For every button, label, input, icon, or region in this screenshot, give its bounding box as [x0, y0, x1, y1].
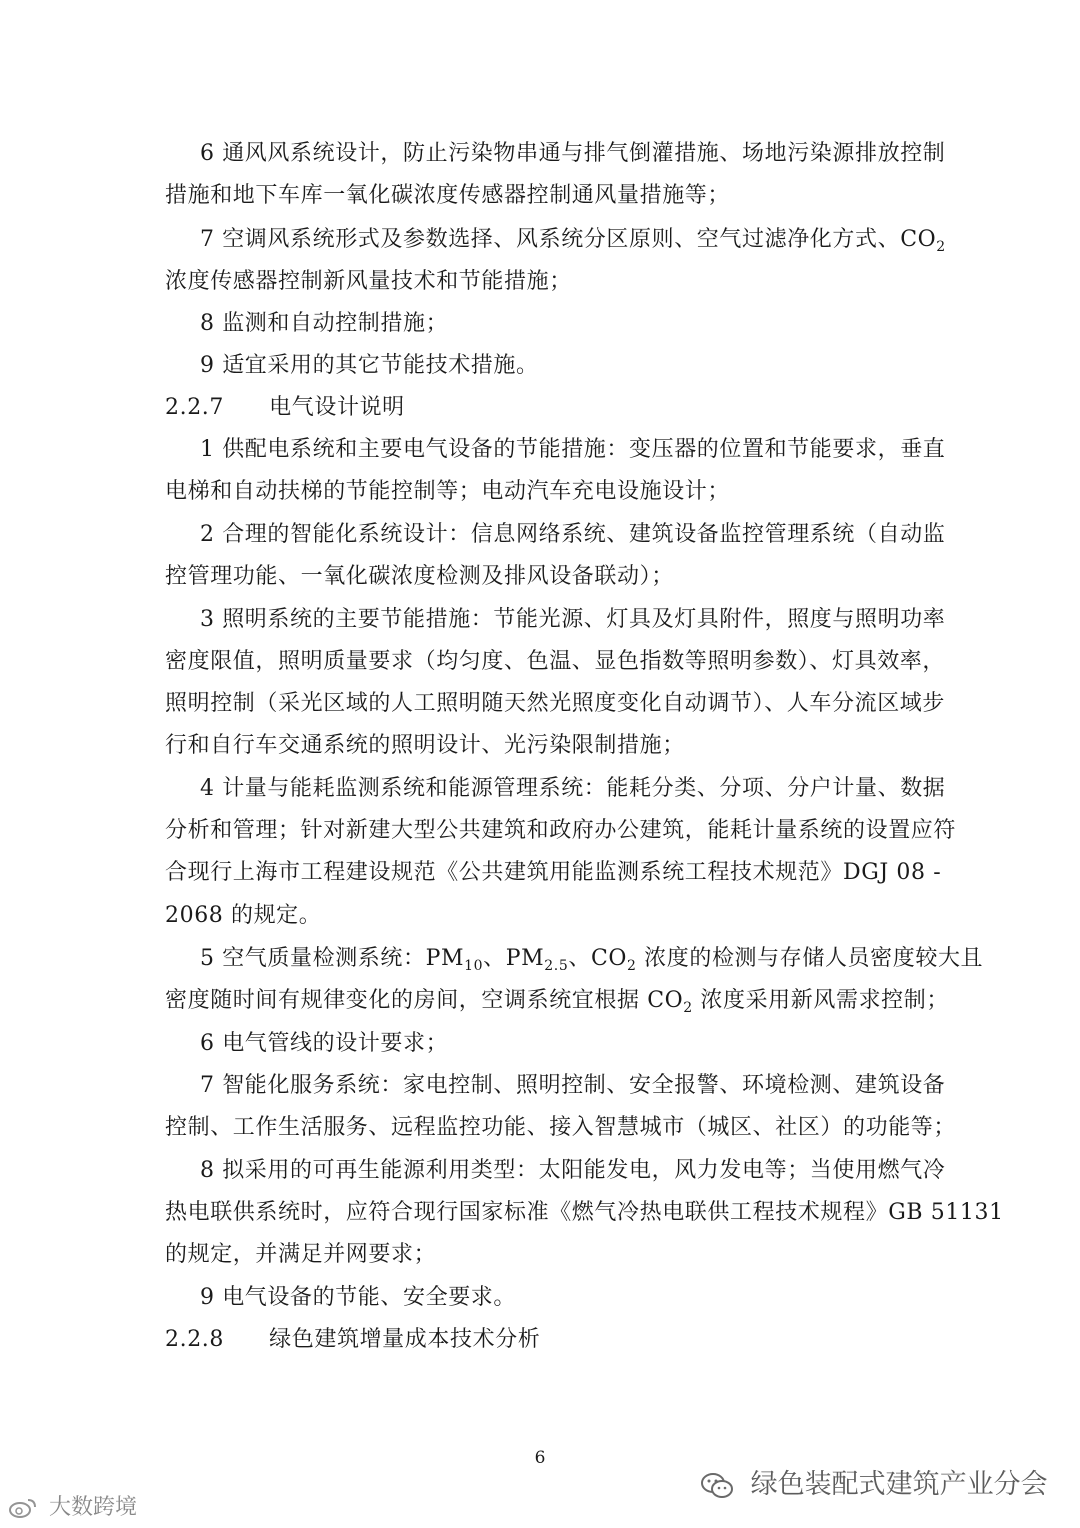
text-line: 3 照明系统的主要节能措施：节能光源、灯具及灯具附件，照度与照明功率 [200, 607, 946, 632]
text-line: 9 电气设备的节能、安全要求。 [200, 1285, 516, 1310]
text-line: 5 空气质量检测系统：$PM_{10}$、$PM_{2.5}$、$CO_2$ 浓度的检测与存储人员密度较大且 [200, 946, 984, 974]
text-line: 6 电气管线的设计要求； [200, 1031, 449, 1056]
text-line: 7 空调风系统形式及参数选择、风系统分区原则、空气过滤净化方式、$CO_2$ [200, 227, 946, 255]
watermark-weibo [8, 1490, 137, 1521]
subscript: 2 [683, 1000, 693, 1016]
text-line: 8 监测和自动控制措施； [200, 311, 449, 336]
subscript: 10 [464, 958, 484, 974]
text-line: 1 供配电系统和主要电气设备的节能措施：变压器的位置和节能要求，垂直 [200, 437, 946, 462]
text-line: 9 适宜采用的其它节能技术措施。 [200, 353, 539, 378]
wechat-icon [700, 1469, 751, 1500]
watermark-right-text: 绿色装配式建筑产业分会 [750, 1469, 1048, 1500]
text-line: 行和自行车交通系统的照明设计、光污染限制措施； [165, 733, 685, 758]
text-line: 合现行上海市工程建设规范《公共建筑用能监测系统工程技术规范》DGJ 08 - [165, 860, 942, 885]
text-line: 2 合理的智能化系统设计：信息网络系统、建筑设备监控管理系统（自动监 [200, 522, 946, 547]
text-line: 分析和管理；针对新建大型公共建筑和政府办公建筑，能耗计量系统的设置应符 [165, 818, 957, 843]
text-line: 密度随时间有规律变化的房间，空调系统宜根据 $CO_2$ 浓度采用新风需求控制； [165, 988, 949, 1016]
text-line: 电梯和自动扶梯的节能控制等；电动汽车充电设施设计； [165, 479, 731, 504]
text-line: 措施和地下车库一氧化碳浓度传感器控制通风量措施等； [165, 183, 731, 208]
page-number: 6 [534, 1448, 546, 1468]
subscript: 2 [936, 239, 946, 255]
text-line: 照明控制（采光区域的人工照明随天然光照度变化自动调节）、人车分流区域步 [165, 691, 946, 716]
text-line: 8 拟采用的可再生能源利用类型：太阳能发电，风力发电等；当使用燃气冷 [200, 1158, 946, 1183]
text-line: 控制、工作生活服务、远程监控功能、接入智慧城市（城区、社区）的功能等； [165, 1115, 957, 1140]
text-line: 4 计量与能耗监测系统和能源管理系统：能耗分类、分项、分户计量、数据 [200, 776, 946, 801]
section-heading: 2.2.8 绿色建筑增量成本技术分析 [165, 1327, 541, 1352]
text-line: 密度限值，照明质量要求（均匀度、色温、显色指数等照明参数）、灯具效率， [165, 649, 946, 674]
text-line: 控管理功能、一氧化碳浓度检测及排风设备联动）； [165, 564, 674, 589]
weibo-icon [8, 1495, 49, 1520]
watermark-wechat [700, 1462, 1048, 1501]
text-line: 7 智能化服务系统：家电控制、照明控制、安全报警、环境检测、建筑设备 [200, 1073, 946, 1098]
text-line: 热电联供系统时，应符合现行国家标准《燃气冷热电联供工程技术规程》GB 51131 [165, 1200, 1004, 1225]
text-line: 6 通风风系统设计，防止污染物串通与排气倒灌措施、场地污染源排放控制 [200, 141, 946, 166]
text-line: 的规定，并满足并网要求； [165, 1242, 437, 1267]
subscript: 2 [627, 958, 637, 974]
subscript: 2.5 [544, 958, 569, 974]
text-line: 2068 的规定。 [165, 903, 322, 928]
text-line: 浓度传感器控制新风量技术和节能措施； [165, 269, 572, 294]
watermark-left-text: 大数跨境 [49, 1495, 138, 1520]
section-heading: 2.2.7 电气设计说明 [165, 395, 405, 420]
